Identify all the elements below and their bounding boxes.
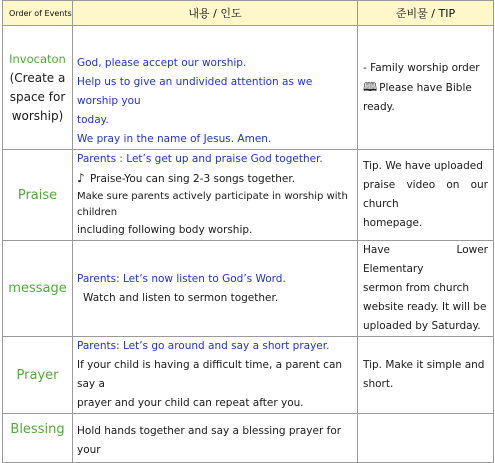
order-cell-message <box>3 241 73 337</box>
content-line <box>77 169 353 189</box>
content-line: God, please accept our worship. <box>77 57 247 69</box>
table-header-row <box>3 1 494 26</box>
tip-line: Tip. We have uploaded <box>363 160 483 172</box>
tip-line-text: Please have Bible ready. <box>363 81 472 113</box>
content-line: Watch and listen to sermon together. <box>83 291 279 304</box>
content-cell-blessing <box>73 414 358 463</box>
tip-line <box>363 78 488 117</box>
content-cell-message <box>73 241 358 337</box>
content-line: Parents: Let’s go around and say a short prayer. <box>77 340 330 352</box>
table-row-invocation <box>3 26 494 150</box>
tip-line: Have Lower Elementary <box>363 244 488 275</box>
worship-order-table <box>2 0 494 463</box>
tip-line: - Family worship order <box>363 61 480 74</box>
content-cell-praise <box>73 150 358 241</box>
header-order-of-events: Order of Events <box>3 1 73 26</box>
tip-cell-praise <box>358 150 494 241</box>
tip-line: sermon from church <box>363 282 470 294</box>
table-row-message <box>3 241 494 337</box>
tip-line: Tip. Make it simple and <box>363 359 485 371</box>
open-book-icon: 🕮 <box>363 79 378 94</box>
order-cell-blessing <box>3 414 73 463</box>
order-cell-invocation <box>3 26 73 150</box>
order-subtitle-line: space for <box>9 89 66 104</box>
tip-line: homepage. <box>363 217 423 229</box>
order-subtitle-line: worship) <box>11 108 64 123</box>
order-subtitle-line: (Create a <box>9 70 66 85</box>
order-title-prayer: Prayer <box>16 367 59 383</box>
tip-line: website ready. It will be <box>363 301 487 313</box>
content-line: Parents: Let’s now listen to God’s Word. <box>77 272 286 285</box>
content-line: Parents : Let’s get up and praise God together. <box>77 153 323 165</box>
tip-cell-invocation <box>358 26 494 150</box>
tip-cell-message <box>358 241 494 337</box>
tip-cell-blessing <box>358 414 494 463</box>
content-cell-prayer <box>73 337 358 414</box>
content-line: today. <box>77 114 109 126</box>
tip-line: uploaded by Saturday. <box>363 320 481 332</box>
order-cell-prayer <box>3 337 73 414</box>
content-line: including following body worship. <box>77 224 253 236</box>
order-title-blessing: Blessing <box>10 422 65 437</box>
content-line: Make sure parents actively participate in worship with children <box>77 191 348 218</box>
header-tip: 준비물 / TIP <box>358 1 494 26</box>
table-row-praise <box>3 150 494 241</box>
order-title-praise: Praise <box>17 187 58 203</box>
content-line: prayer and your child can repeat after you. <box>77 397 304 409</box>
order-title-message: message <box>8 281 67 296</box>
table-row-blessing <box>3 414 494 463</box>
order-cell-praise <box>3 150 73 241</box>
tip-line: praise video on our church <box>363 179 488 210</box>
header-content: 내용 / 인도 <box>73 1 358 26</box>
music-note-icon: ♪ <box>77 171 85 185</box>
content-line: Hold hands together and say a blessing prayer for your <box>77 425 342 456</box>
content-line: If your child is having a difficult time, a parent can say a <box>77 359 343 390</box>
content-line-text: Praise-You can sing 2-3 songs together. <box>90 173 296 185</box>
content-cell-invocation <box>73 26 358 150</box>
tip-line: short. <box>363 378 394 390</box>
order-title-invocation: Invocaton <box>9 51 66 66</box>
content-line: We pray in the name of Jesus. Amen. <box>77 133 272 145</box>
content-line: Help us to give an undivided attention as we worship you <box>77 76 313 107</box>
tip-cell-prayer <box>358 337 494 414</box>
table-row-prayer <box>3 337 494 414</box>
